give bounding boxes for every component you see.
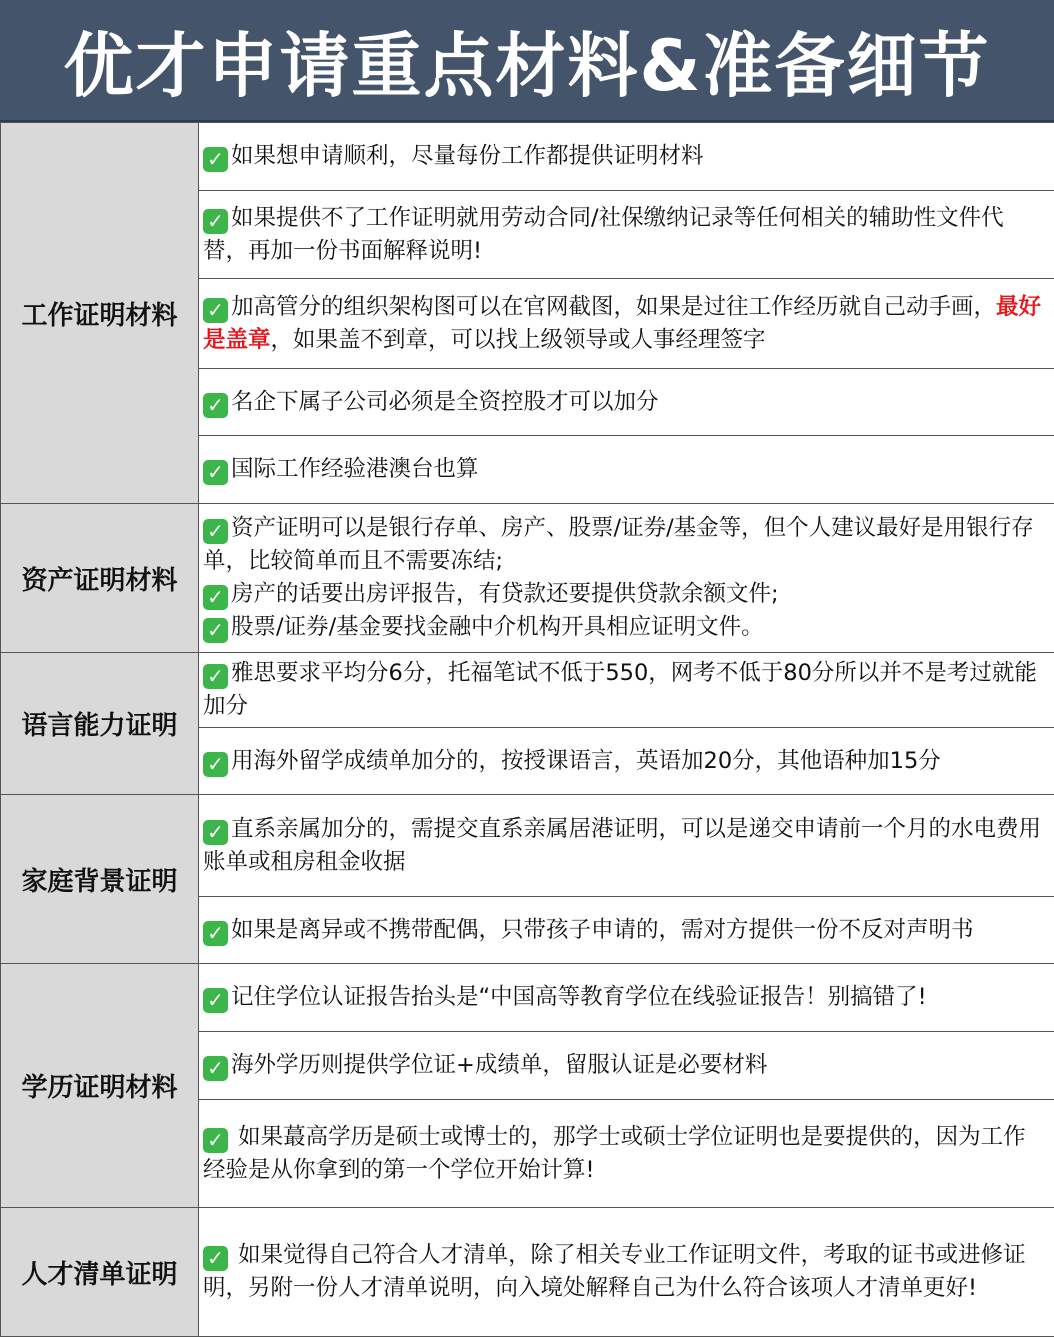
table-row <box>1 653 1054 728</box>
list-item: ✓ 如果提供不了工作证明就用劳动合同/社保缴纳记录等任何相关的辅助性文件代替，再加一份书面解释说明! <box>199 191 1054 279</box>
materials-table <box>0 122 1054 1337</box>
list-item: ✓ 如果蕞高学历是硕士或博士的，那学士或硕士学位证明也是要提供的，因为工作经验是从你拿到的第一个学位开始计算! <box>199 1100 1054 1208</box>
category-asset-proof: 资产证明材料 <box>1 504 199 653</box>
list-item: ✓ 记住学位认证报告抬头是“中国高等教育学位在线验证报告！别搞错了! <box>199 964 1054 1032</box>
table-row <box>1 504 1054 653</box>
list-item: ✓ 加高管分的组织架构图可以在官网截图，如果是过往工作经历就自己动手画，最好是盖章，如果盖不到章，可以找上级领导或人事经理签字 <box>199 279 1054 369</box>
list-item: ✓ 用海外留学成绩单加分的，按授课语言，英语加20分，其他语种加15分 <box>199 728 1054 795</box>
check-box-icon: ✓ <box>203 664 228 689</box>
list-item: ✓ 海外学历则提供学位证+成绩单，留服认证是必要材料 <box>199 1032 1054 1100</box>
list-line: ✓ 房产的话要出房评报告，有贷款还要提供贷款余额文件; <box>203 578 1048 611</box>
category-talent-list-proof: 人才清单证明 <box>1 1208 199 1337</box>
table-row <box>1 1208 1054 1337</box>
check-box-icon: ✓ <box>203 752 228 777</box>
list-line: ✓ 股票/证券/基金要找金融中介机构开具相应证明文件。 <box>203 611 1048 644</box>
check-box-icon: ✓ <box>203 988 228 1013</box>
category-work-proof: 工作证明材料 <box>1 123 199 504</box>
list-line: ✓ 资产证明可以是银行存单、房产、股票/证券/基金等，但个人建议最好是用银行存单，比较简单而且不需要冻结; <box>203 512 1048 578</box>
list-item: ✓ 如果觉得自己符合人才清单，除了相关专业工作证明文件，考取的证书或进修证明，另附一份人才清单说明，向入境处解释自己为什么符合该项人才清单更好! <box>199 1208 1054 1337</box>
category-family-proof: 家庭背景证明 <box>1 795 199 964</box>
check-box-icon: ✓ <box>203 147 228 172</box>
check-box-icon: ✓ <box>203 1056 228 1081</box>
list-item: ✓ 直系亲属加分的，需提交直系亲属居港证明，可以是递交申请前一个月的水电费用账单或租房租金收据 <box>199 795 1054 897</box>
check-box-icon: ✓ <box>203 921 228 946</box>
title-banner <box>0 0 1054 122</box>
table-row <box>1 795 1054 897</box>
table-row <box>1 123 1054 191</box>
list-item: ✓ 雅思要求平均分6分，托福笔试不低于550，网考不低于80分所以并不是考过就能加分 <box>199 653 1054 728</box>
category-education-proof: 学历证明材料 <box>1 964 199 1208</box>
check-box-icon: ✓ <box>203 1246 228 1271</box>
category-language-proof: 语言能力证明 <box>1 653 199 795</box>
list-item: ✓ 国际工作经验港澳台也算 <box>199 436 1054 504</box>
table-row <box>1 964 1054 1032</box>
check-box-icon: ✓ <box>203 618 228 643</box>
list-item <box>199 504 1054 653</box>
check-box-icon: ✓ <box>203 519 228 544</box>
check-box-icon: ✓ <box>203 298 228 323</box>
list-item: ✓ 如果是离异或不携带配偶，只带孩子申请的，需对方提供一份不反对声明书 <box>199 897 1054 964</box>
check-box-icon: ✓ <box>203 820 228 845</box>
check-box-icon: ✓ <box>203 585 228 610</box>
check-box-icon: ✓ <box>203 1128 228 1153</box>
highlight-text: 最好是盖章 <box>203 294 1041 353</box>
list-item: ✓ 如果想申请顺利，尽量每份工作都提供证明材料 <box>199 123 1054 191</box>
check-box-icon: ✓ <box>203 460 228 485</box>
list-item: ✓ 名企下属子公司必须是全资控股才可以加分 <box>199 369 1054 436</box>
check-box-icon: ✓ <box>203 393 228 418</box>
page-title: 优才申请重点材料&准备细节 <box>63 10 990 111</box>
check-box-icon: ✓ <box>203 209 228 234</box>
